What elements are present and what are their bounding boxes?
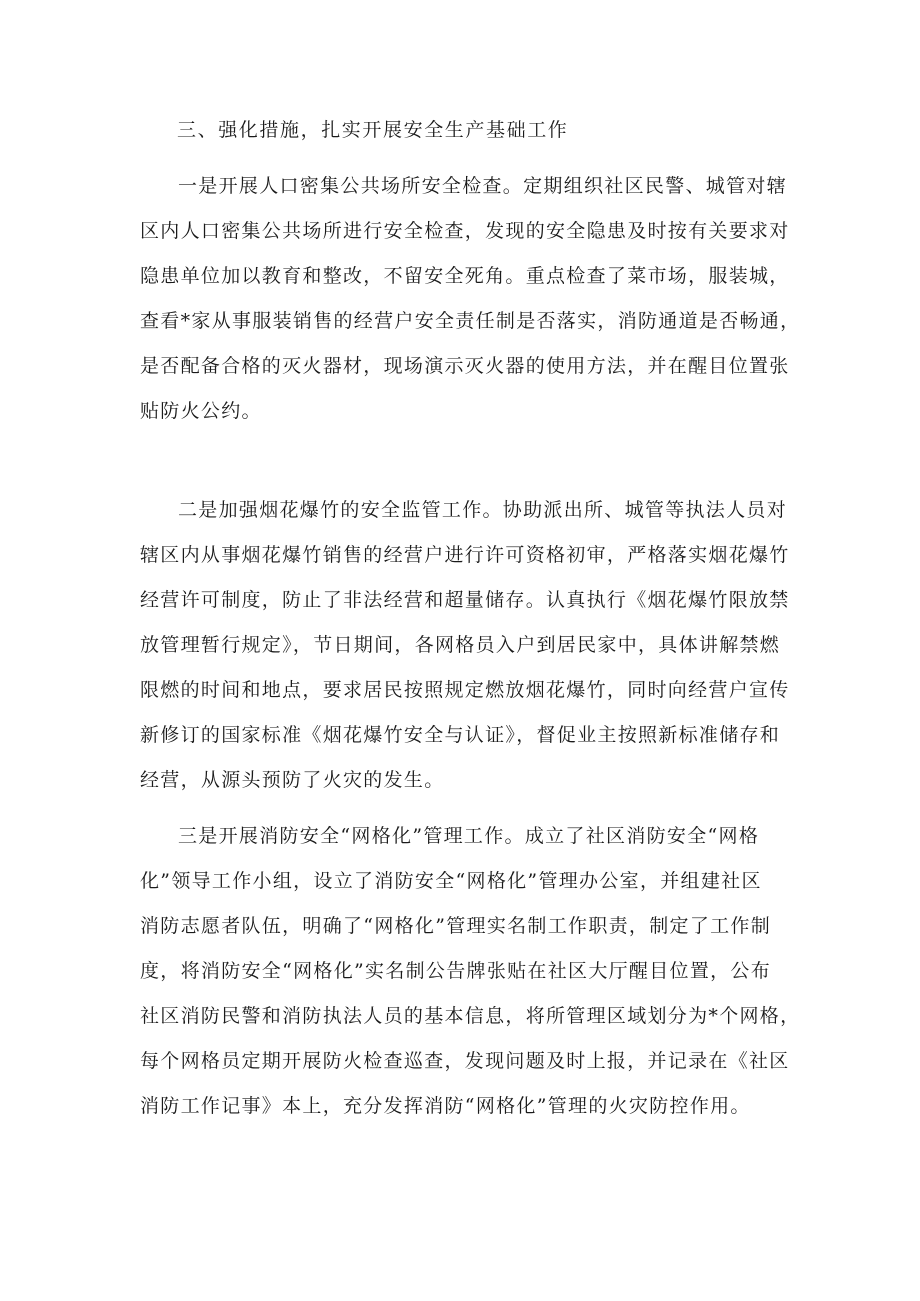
paragraph-line: 辖区内从事烟花爆竹销售的经营户进行许可资格初审，严格落实烟花爆竹 <box>140 544 790 566</box>
paragraph-fireworks-supervision <box>140 488 790 803</box>
paragraph-grid-management <box>140 814 801 1129</box>
paragraph-line: 区内人口密集公共场所进行安全检查，发现的安全隐患及时按有关要求对 <box>140 220 790 242</box>
paragraph-line: 消防工作记事》本上，充分发挥消防“网格化”管理的火灾防控作用。 <box>140 1095 751 1117</box>
paragraph-line: 经营，从源头预防了火灾的发生。 <box>140 769 445 791</box>
paragraph-line: 贴防火公约。 <box>140 400 262 422</box>
paragraph-line: 度，将消防安全“网格化”实名制公告牌张贴在社区大厅醒目位置，公布 <box>140 960 772 982</box>
section-heading: 三、强化措施，扎实开展安全生产基础工作 <box>177 119 569 141</box>
paragraph-line: 二是加强烟花爆竹的安全监管工作。协助派出所、城管等执法人员对 <box>178 499 788 521</box>
paragraph-line: 三是开展消防安全“网格化”管理工作。成立了社区消防安全“网格 <box>178 825 760 847</box>
paragraph-line: 放管理暂行规定》，节日期间，各网格员入户到居民家中，具体讲解禁燃 <box>140 634 781 656</box>
paragraph-line: 隐患单位加以教育和整改，不留安全死角。重点检查了菜市场，服装城， <box>140 265 790 287</box>
paragraph-line: 每个网格员定期开展防火检查巡查，发现问题及时上报，并记录在《社区 <box>140 1050 790 1072</box>
paragraph-public-places-inspection <box>140 164 801 434</box>
paragraph-line: 是否配备合格的灭火器材，现场演示灭火器的使用方法，并在醒目位置张 <box>140 355 790 377</box>
paragraph-line: 社区消防民警和消防执法人员的基本信息，将所管理区域划分为*个网格， <box>140 1005 801 1027</box>
paragraph-line: 限燃的时间和地点，要求居民按照规定燃放烟花爆竹，同时向经营户宣传 <box>140 679 790 701</box>
paragraph-line: 一是开展人口密集公共场所安全检查。定期组织社区民警、城管对辖 <box>178 175 788 197</box>
paragraph-line: 经营许可制度，防止了非法经营和超量储存。认真执行《烟花爆竹限放禁 <box>140 589 790 611</box>
paragraph-line: 查看*家从事服装销售的经营户安全责任制是否落实，消防通道是否畅通， <box>140 310 801 332</box>
paragraph-line: 新修订的国家标准《烟花爆竹安全与认证》，督促业主按照新标准储存和 <box>140 724 781 746</box>
paragraph-line: 化”领导工作小组，设立了消防安全“网格化”管理办公室，并组建社区 <box>140 870 762 892</box>
paragraph-line: 消防志愿者队伍，明确了“网格化”管理实名制工作职责，制定了工作制 <box>140 915 772 937</box>
